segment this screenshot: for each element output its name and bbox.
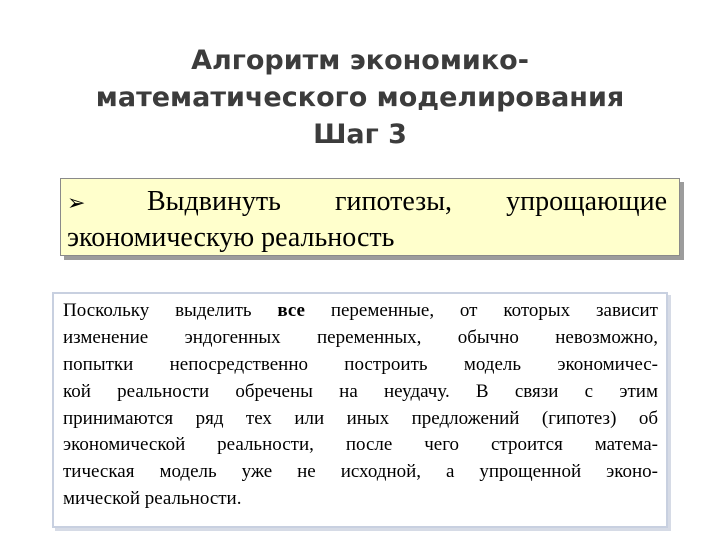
explanation-line-2: изменение эндогенных переменных, обычно невозможно, bbox=[63, 326, 658, 348]
explanation-line-1-end: переменные, от которых зависит bbox=[304, 300, 658, 321]
explanation-line-8: мической реальности. bbox=[63, 488, 242, 510]
explanation-line-4: кой реальности обречены на неудачу. В связи с этим bbox=[63, 380, 658, 402]
explanation-line-5: принимаются ряд тех или иных предложений (гипотез) об bbox=[63, 407, 658, 429]
hypothesis-text-1: Выдвинуть гипотезы, упрощающие bbox=[147, 186, 667, 217]
title-line-3: Шаг 3 bbox=[313, 119, 407, 150]
title-line-1: Алгоритм экономико- bbox=[191, 45, 529, 76]
hypothesis-text-2: экономическую реальность bbox=[67, 222, 395, 253]
explanation-bold-word: все bbox=[277, 300, 305, 321]
explanation-line-1-start: Поскольку выделить bbox=[63, 300, 278, 321]
hypothesis-box bbox=[60, 178, 680, 256]
explanation-line-3: попытки непосредственно построить модель экономичес- bbox=[63, 353, 658, 375]
hypothesis-line-1 bbox=[67, 185, 667, 221]
arrow-bullet-icon: ➢ bbox=[67, 191, 86, 216]
slide-title bbox=[40, 42, 680, 153]
explanation-box bbox=[52, 292, 668, 528]
explanation-line-6: экономической реальности, после чего строится матема- bbox=[63, 434, 658, 456]
explanation-line-1 bbox=[63, 298, 658, 325]
explanation-line-7: тическая модель уже не исходной, а упрощенной эконо- bbox=[63, 461, 658, 483]
title-line-2: математического моделирования bbox=[95, 82, 625, 113]
